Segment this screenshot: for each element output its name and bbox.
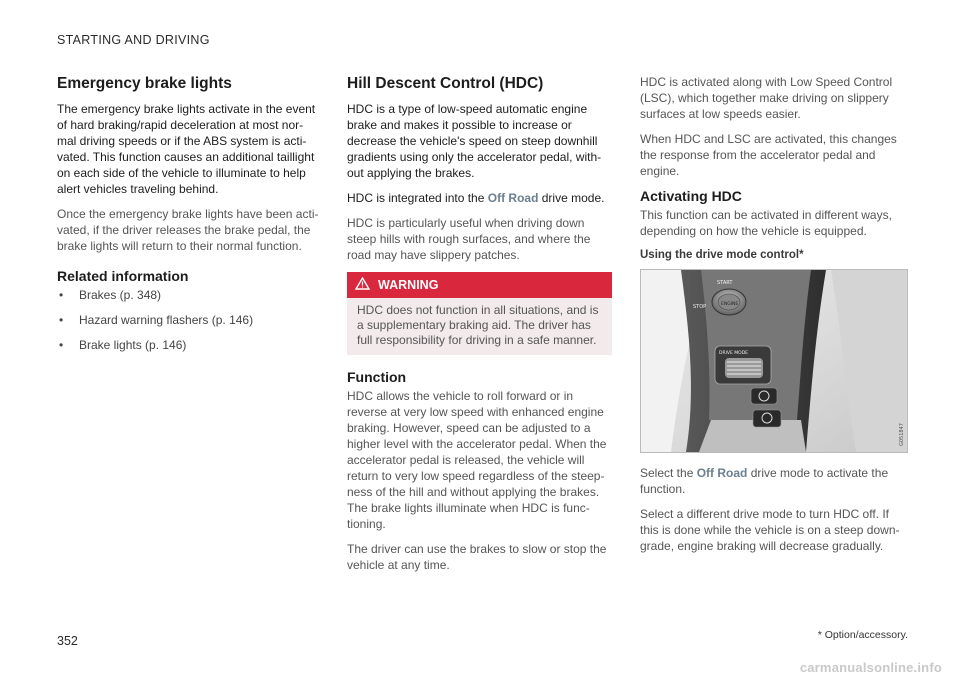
- heading-emergency-brake-lights: Emergency brake lights: [57, 75, 232, 92]
- paragraph-turn-off: Select a different drive mode to turn HDC off. If this is done while the vehicle is on a steep down-grade, engine braking will decrease gradually.: [640, 507, 900, 553]
- footnote-option: * Option/accessory.: [817, 629, 908, 641]
- column-emergency-brake-lights: [57, 74, 322, 362]
- warning-box: [347, 272, 612, 355]
- section-header: STARTING AND DRIVING: [57, 33, 210, 47]
- warning-triangle-icon: [355, 277, 370, 293]
- warning-header: [347, 272, 612, 298]
- drive-mode-label: DRIVE MODE: [719, 351, 749, 356]
- related-link-hazard-flashers[interactable]: • Hazard warning flashers (p. 146): [59, 313, 254, 327]
- paragraph-brakes: The driver can use the brakes to slow or stop the vehicle at any time.: [347, 542, 607, 572]
- stop-label: STOP: [693, 304, 707, 310]
- paragraph-emergency-lead: The emergency brake lights activate in the event of hard braking/rapid deceleration at most nor-mal driving speeds or if the ABS system is acti-vated. This function causes an additional taillight on each side of the vehicle to illuminate to help alert vehicles traveling behind.: [57, 102, 316, 196]
- paragraph-activating: This function can be activated in different ways, depending on how the vehicle is equipped.: [640, 208, 892, 238]
- paragraph-function: HDC allows the vehicle to roll forward or in reverse at very low speed with enhanced engine braking. However, speed can be adjusted to a higher level with the accelerator pedal. When the accelerator pedal is released, the vehicle will return to very low speed regardless of the steep-ness of the hill and without applying the brakes. The brake lights illuminate when HDC is func-tioning.: [347, 389, 607, 531]
- paragraph-hdc-useful: HDC is particularly useful when driving down steep hills with rough surfaces, and where the road may have slippery patches.: [347, 216, 591, 262]
- image-code: G051847: [899, 423, 905, 446]
- drive-mode-off-road-label: Off Road: [487, 191, 539, 205]
- related-links-list: [57, 287, 322, 353]
- page-number: 352: [57, 634, 78, 648]
- paragraph-hdc-integrated: HDC is integrated into the Off Road drive mode.: [347, 191, 605, 205]
- drive-mode-off-road-label-2: Off Road: [696, 466, 748, 480]
- related-link-brakes[interactable]: • Brakes (p. 348): [59, 288, 162, 302]
- heading-activating-hdc: Activating HDC: [640, 188, 742, 204]
- heading-hdc: Hill Descent Control (HDC): [347, 75, 544, 92]
- watermark: carmanualsonline.info: [799, 660, 942, 675]
- start-label: START: [717, 280, 733, 286]
- paragraph-hdc-lead: HDC is a type of low-speed automatic engine brake and makes it possible to increase or decrease the vehicle's speed on steep downhill gradients using only the accelerator pedal, with-out applying the brakes.: [347, 102, 602, 180]
- paragraph-select-off-road: Select the Off Road drive mode to activate the function.: [640, 466, 889, 496]
- engine-label: ENGINE: [721, 302, 739, 307]
- drive-mode-control-photo: [640, 269, 908, 453]
- paragraph-emergency-body: Once the emergency brake lights have been acti-vated, if the driver releases the brake pedal, the brake lights will return to their normal function.: [57, 207, 319, 253]
- paragraph-response: When HDC and LSC are activated, this changes the response from the accelerator pedal and engine.: [640, 132, 897, 178]
- column-hdc: [347, 74, 612, 582]
- related-link-brake-lights[interactable]: • Brake lights (p. 146): [59, 338, 187, 352]
- column-hdc-continued: [640, 74, 908, 563]
- heading-drive-mode-control: Using the drive mode control*: [640, 249, 804, 261]
- heading-related-information: Related information: [57, 268, 189, 284]
- paragraph-lsc: HDC is activated along with Low Speed Control (LSC), which together make driving on slippery surfaces at low speeds easier.: [640, 75, 893, 121]
- warning-title: WARNING: [378, 278, 439, 292]
- warning-text: HDC does not function in all situations, and is a supplementary braking aid. The driver has full responsibility for driving in a safe manner.: [357, 303, 599, 347]
- heading-function: Function: [347, 369, 407, 385]
